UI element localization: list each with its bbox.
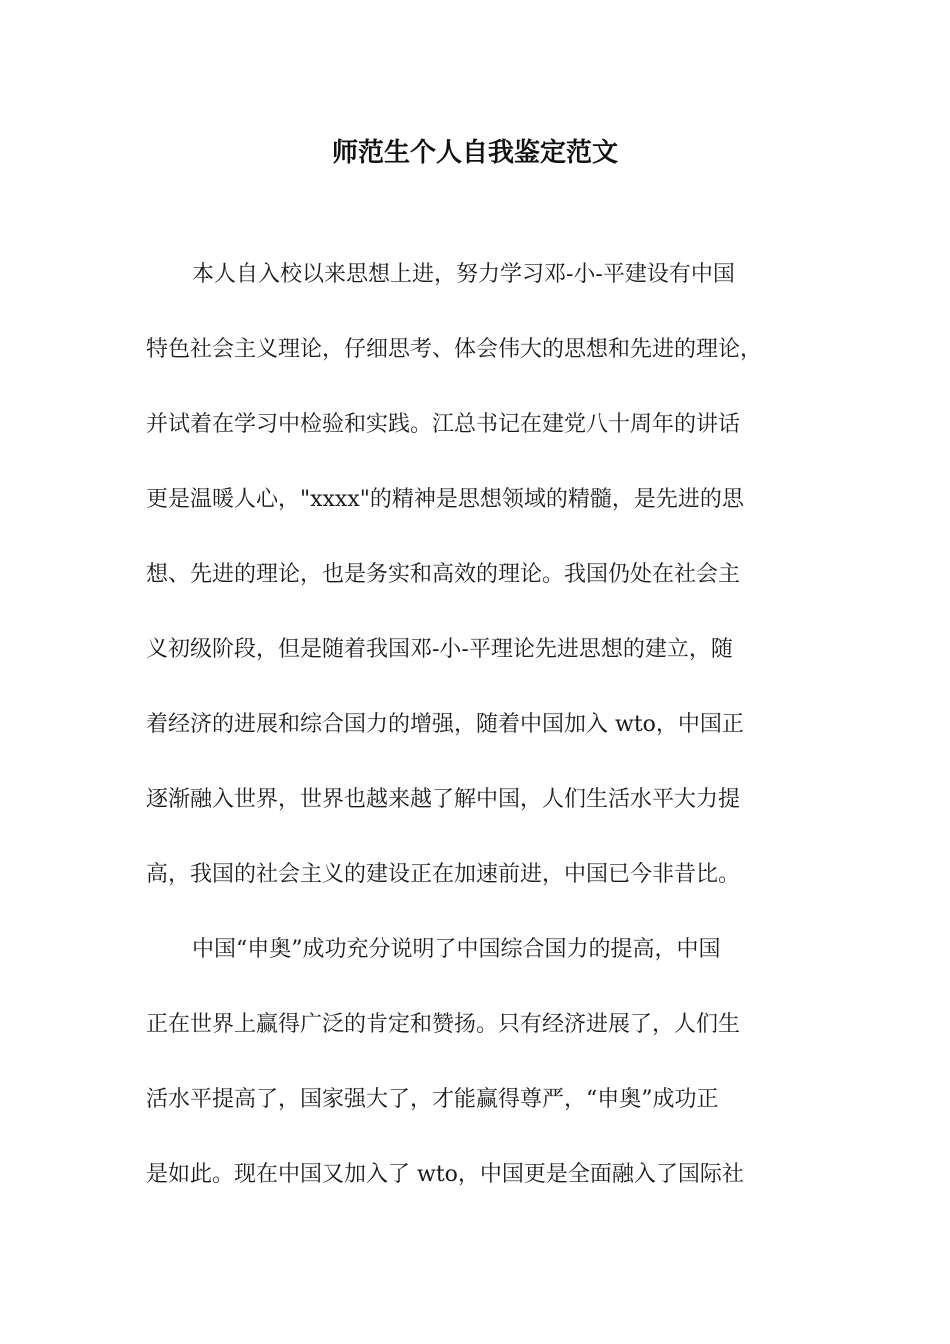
text-line: 逐渐融入世界，世界也越来越了解中国，人们生活水平大力提: [146, 787, 741, 812]
document-body: [146, 252, 810, 1227]
text-line: 是如此。现在中国又加入了 wto，中国更是全面融入了国际社: [146, 1162, 744, 1187]
document-title: 师范生个人自我鉴定范文: [331, 138, 618, 168]
paragraph-2: [146, 927, 810, 1227]
text-line: 高，我国的社会主义的建设正在加速前进，中国已今非昔比。: [146, 862, 741, 887]
text-line: 义初级阶段，但是随着我国邓-小-平理论先进思想的建立，随: [146, 637, 733, 662]
text-line: 特色社会主义理论，仔细思考、体会伟大的思想和先进的理论，: [146, 337, 763, 362]
paragraph-1: [146, 252, 810, 927]
text-line: 本人自入校以来思想上进，努力学习邓-小-平建设有中国: [192, 262, 735, 287]
text-line: 想、先进的理论，也是务实和高效的理论。我国仍处在社会主: [146, 562, 741, 587]
text-line: 中国“申奥”成功充分说明了中国综合国力的提高，中国: [192, 937, 721, 962]
text-line: 活水平提高了，国家强大了，才能赢得尊严，“申奥”成功正: [146, 1087, 719, 1112]
text-line: 正在世界上赢得广泛的肯定和赞扬。只有经济进展了，人们生: [146, 1012, 741, 1037]
text-line: 着经济的进展和综合国力的增强，随着中国加入 wto，中国正: [146, 712, 744, 737]
text-line: 更是温暖人心，"xxxx"的精神是思想领域的精髓，是先进的思: [146, 487, 744, 512]
text-line: 并试着在学习中检验和实践。江总书记在建党八十周年的讲话: [146, 412, 741, 437]
